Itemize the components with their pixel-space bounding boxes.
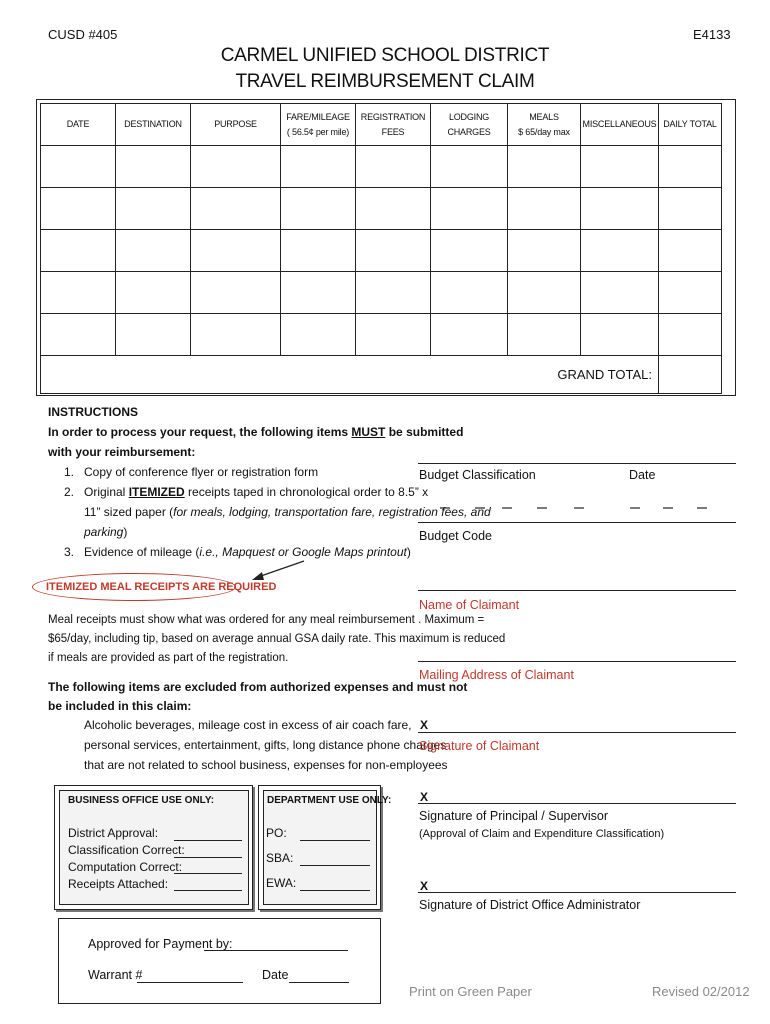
cell-purpose[interactable] (191, 272, 281, 314)
budget-code-line[interactable] (418, 522, 736, 523)
instruction-number-1: 1. (64, 465, 75, 479)
instruction-item-2-line2: 11” sized paper (for meals, lodging, transportation fare, registration fees, and (84, 505, 491, 519)
approval-note: (Approval of Claim and Expenditure Classification) (419, 828, 665, 840)
exclusions-heading-line2: be included in this claim: (48, 699, 192, 713)
instruction-item-1: Copy of conference flyer or registration form (84, 465, 319, 479)
form-code-right: E4133 (693, 27, 731, 42)
cell-purpose[interactable] (191, 188, 281, 230)
district-title: CARMEL UNIFIED SCHOOL DISTRICT (220, 45, 550, 66)
cell-meals[interactable] (508, 314, 581, 356)
name-of-claimant-label: Name of Claimant (419, 598, 520, 612)
grand-total-label: GRAND TOTAL: (41, 356, 659, 394)
cell-date[interactable] (41, 146, 116, 188)
cell-miscellaneous[interactable] (581, 146, 659, 188)
name-of-claimant-line[interactable] (418, 590, 736, 591)
cell-fare-mileage[interactable] (281, 272, 356, 314)
cell-registration-fees[interactable] (356, 146, 431, 188)
column-header-date: DATE (41, 104, 116, 146)
table-row (41, 188, 722, 230)
computation-correct-line[interactable] (174, 873, 242, 874)
cell-miscellaneous[interactable] (581, 314, 659, 356)
instructions-intro: In order to process your request, the following items MUST be submitted (48, 425, 464, 439)
cell-meals[interactable] (508, 146, 581, 188)
mailing-address-label: Mailing Address of Claimant (419, 668, 574, 682)
cell-date[interactable] (41, 272, 116, 314)
cell-miscellaneous[interactable] (581, 230, 659, 272)
exclusions-line1: Alcoholic beverages, mileage cost in excess of air coach fare, (84, 718, 412, 732)
payment-date-line[interactable] (289, 982, 349, 983)
warrant-label: Warrant # (88, 968, 143, 982)
table-row (41, 146, 722, 188)
instructions-heading: INSTRUCTIONS (48, 405, 138, 419)
column-header-miscellaneous: MISCELLANEOUS (581, 104, 659, 146)
cell-destination[interactable] (116, 272, 191, 314)
cell-destination[interactable] (116, 314, 191, 356)
meal-notice-line2: $65/day, including tip, based on average annual GSA daily rate. This maximum is reduced (48, 633, 506, 645)
claimant-signature-line[interactable] (418, 732, 736, 733)
cell-lodging-charges[interactable] (431, 230, 508, 272)
cell-purpose[interactable] (191, 230, 281, 272)
cell-date[interactable] (41, 314, 116, 356)
sba-label: SBA: (266, 851, 294, 865)
budget-code-dashes[interactable] (430, 505, 720, 511)
approved-for-payment-label: Approved for Payment by: (88, 937, 233, 951)
cell-daily-total[interactable] (659, 230, 722, 272)
signature-of-claimant-label: Signature of Claimant (419, 739, 540, 753)
column-header-lodging-charges: LODGING CHARGES (431, 104, 508, 146)
district-signature-line[interactable] (418, 892, 736, 893)
cell-purpose[interactable] (191, 314, 281, 356)
budget-code-label: Budget Code (419, 529, 492, 543)
cell-date[interactable] (41, 230, 116, 272)
claimant-x-mark: X (420, 718, 429, 732)
table-row (41, 314, 722, 356)
cell-daily-total[interactable] (659, 314, 722, 356)
budget-classification-line[interactable] (418, 463, 736, 464)
cell-destination[interactable] (116, 146, 191, 188)
cell-miscellaneous[interactable] (581, 188, 659, 230)
cell-meals[interactable] (508, 272, 581, 314)
form-code-left: CUSD #405 (48, 27, 118, 42)
date-label: Date (629, 468, 656, 482)
business-office-heading: BUSINESS OFFICE USE ONLY: (68, 795, 215, 806)
payment-box (58, 918, 381, 1004)
classification-correct-line[interactable] (174, 857, 242, 858)
instruction-number-3: 3. (64, 545, 75, 559)
cell-destination[interactable] (116, 188, 191, 230)
claim-table-frame (36, 99, 736, 396)
department-heading: DEPARTMENT USE ONLY: (267, 795, 392, 806)
cell-fare-mileage[interactable] (281, 146, 356, 188)
revised-date: Revised 02/2012 (652, 984, 750, 999)
cell-registration-fees[interactable] (356, 314, 431, 356)
instructions-intro-line2: with your reimbursement: (48, 445, 196, 459)
table-row (41, 230, 722, 272)
district-x-mark: X (420, 879, 429, 893)
budget-classification-label: Budget Classification (419, 468, 536, 482)
cell-lodging-charges[interactable] (431, 314, 508, 356)
instruction-item-3: Evidence of mileage (i.e., Mapquest or Google Maps printout) (84, 545, 411, 559)
table-header-row (41, 104, 722, 146)
claim-table (40, 103, 722, 394)
po-line[interactable] (300, 840, 370, 841)
cell-daily-total[interactable] (659, 146, 722, 188)
cell-lodging-charges[interactable] (431, 188, 508, 230)
cell-miscellaneous[interactable] (581, 272, 659, 314)
computation-correct-label: Computation Correct: (68, 860, 183, 874)
exclusions-line3: that are not related to school business, expenses for non-employees (84, 758, 448, 772)
cell-daily-total[interactable] (659, 272, 722, 314)
po-label: PO: (266, 826, 287, 840)
grand-total-row (41, 356, 722, 394)
cell-destination[interactable] (116, 230, 191, 272)
cell-lodging-charges[interactable] (431, 146, 508, 188)
receipts-attached-label: Receipts Attached: (68, 877, 169, 891)
column-header-daily-total: DAILY TOTAL (659, 104, 722, 146)
instruction-item-2: Original ITEMIZED receipts taped in chronological order to 8.5” x (84, 485, 429, 499)
district-approval-line[interactable] (174, 840, 242, 841)
mailing-address-line[interactable] (418, 661, 736, 662)
sba-line[interactable] (300, 865, 370, 866)
form-title: TRAVEL REIMBURSEMENT CLAIM (235, 71, 535, 92)
classification-correct-label: Classification Correct: (68, 843, 185, 857)
cell-date[interactable] (41, 188, 116, 230)
ewa-label: EWA: (266, 876, 297, 890)
payment-date-label: Date (262, 968, 289, 982)
cell-registration-fees[interactable] (356, 188, 431, 230)
meal-notice-line3: if meals are provided as part of the registration. (48, 652, 289, 664)
cell-meals[interactable] (508, 188, 581, 230)
column-header-destination: DESTINATION (116, 104, 191, 146)
cell-meals[interactable] (508, 230, 581, 272)
approved-for-payment-line[interactable] (204, 950, 348, 951)
table-row (41, 272, 722, 314)
instruction-item-2-line3: parking) (84, 525, 128, 539)
signature-of-district-label: Signature of District Office Administrator (419, 898, 641, 912)
column-header-fare-mileage: FARE/MILEAGE ( 56.5¢ per mile) (281, 104, 356, 146)
cell-fare-mileage[interactable] (281, 188, 356, 230)
principal-x-mark: X (420, 790, 429, 804)
column-header-purpose: PURPOSE (191, 104, 281, 146)
meal-receipts-badge: ITEMIZED MEAL RECEIPTS ARE REQUIRED (46, 581, 277, 593)
cell-daily-total[interactable] (659, 188, 722, 230)
principal-signature-line[interactable] (418, 803, 736, 804)
print-note: Print on Green Paper (409, 984, 532, 999)
receipts-attached-line[interactable] (174, 890, 242, 891)
ewa-line[interactable] (300, 890, 370, 891)
cell-purpose[interactable] (191, 146, 281, 188)
warrant-line[interactable] (137, 982, 243, 983)
column-header-meals: MEALS $ 65/day max (508, 104, 581, 146)
meal-notice-line1: Meal receipts must show what was ordered for any meal reimbursement . Maximum = (48, 614, 485, 626)
grand-total-cell[interactable] (659, 356, 722, 394)
instruction-number-2: 2. (64, 485, 75, 499)
signature-of-principal-label: Signature of Principal / Supervisor (419, 809, 608, 823)
exclusions-line2: personal services, entertainment, gifts, long distance phone charges (84, 738, 447, 752)
cell-lodging-charges[interactable] (431, 272, 508, 314)
cell-registration-fees[interactable] (356, 230, 431, 272)
cell-registration-fees[interactable] (356, 272, 431, 314)
cell-fare-mileage[interactable] (281, 230, 356, 272)
cell-fare-mileage[interactable] (281, 314, 356, 356)
column-header-registration-fees: REGISTRATION FEES (356, 104, 431, 146)
exclusions-heading: The following items are excluded from authorized expenses and must not (48, 680, 468, 694)
district-approval-label: District Approval: (68, 826, 159, 840)
